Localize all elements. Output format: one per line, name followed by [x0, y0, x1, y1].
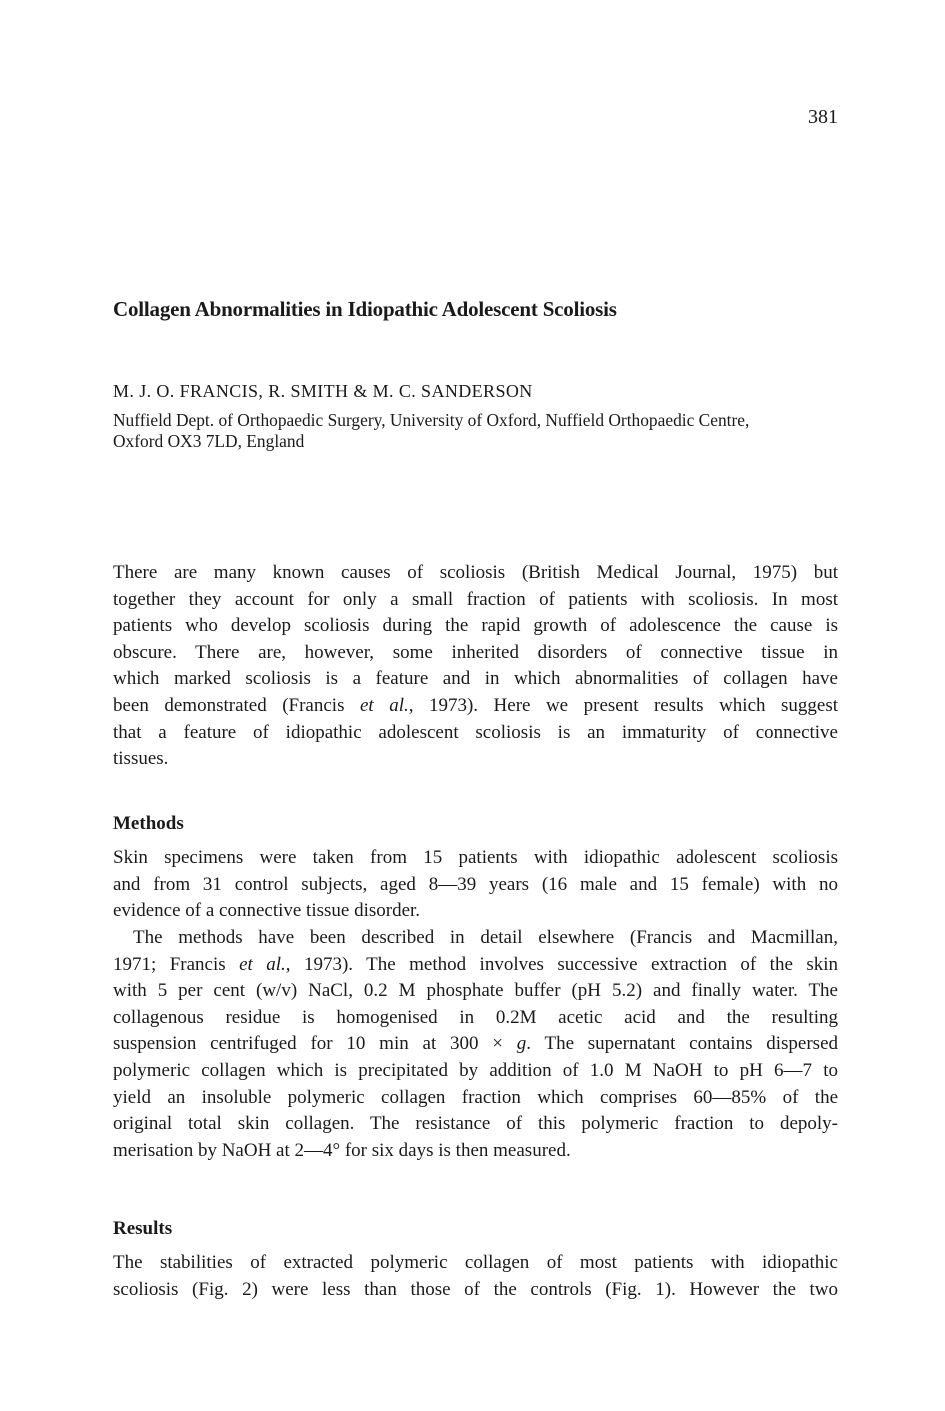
methods-paragraph-1 [113, 845, 838, 925]
text-line: The methods have been described in detail elsewhere (Francis and Macmillan, [133, 927, 838, 948]
affiliation [113, 410, 838, 452]
text-line: with 5 per cent (w/v) NaCl, 0.2 M phosphate buffer (pH 5.2) and finally water. The [113, 980, 838, 1002]
text-fragment: , 1973). The method involves successive extraction of the skin [285, 953, 838, 975]
results-paragraph [113, 1250, 838, 1303]
affiliation-line: Nuffield Dept. of Orthopaedic Surgery, University of Oxford, Nuffield Orthopaedic Centre, [113, 410, 750, 430]
text-line: obscure. There are, however, some inherited disorders of connective tissue in [113, 641, 838, 663]
text-fragment: 1971; Francis [113, 953, 240, 975]
text-line: patients who develop scoliosis during the rapid growth of adolescence the cause is [113, 615, 838, 637]
text-fragment: been demonstrated (Francis [113, 694, 360, 716]
text-line: original total skin collagen. The resistance of this polymeric fraction to depoly- [113, 1113, 838, 1135]
affiliation-line: Oxford OX3 7LD, England [113, 431, 305, 451]
methods-paragraph-2 [113, 925, 838, 1164]
text-line: tissues. [113, 748, 169, 770]
page-number: 381 [808, 106, 838, 128]
text-line: together they account for only a small fraction of patients with scoliosis. In most [113, 588, 838, 610]
text-line [113, 952, 838, 979]
text-line: polymeric collagen which is precipitated by addition of 1.0 M NaOH to pH 6—7 to [113, 1059, 838, 1081]
text-line: merisation by NaOH at 2—4° for six days is then measured. [113, 1139, 571, 1161]
methods-heading: Methods [113, 813, 184, 834]
italic-et-al: et al. [359, 694, 409, 716]
text-line: and from 31 control subjects, aged 8—39 years (16 male and 15 female) with no [113, 873, 838, 895]
text-line: that a feature of idiopathic adolescent scoliosis is an immaturity of connective [113, 721, 838, 743]
text-line: which marked scoliosis is a feature and in which abnormalities of collagen have [113, 668, 838, 690]
paper-title: Collagen Abnormalities in Idiopathic Adolescent Scoliosis [113, 297, 617, 321]
text-fragment: . The supernatant contains dispersed [526, 1033, 838, 1055]
italic-g: g [516, 1033, 527, 1055]
text-line: collagenous residue is homogenised in 0.2M acetic acid and the resulting [113, 1006, 838, 1028]
text-line: There are many known causes of scoliosis (British Medical Journal, 1975) but [113, 562, 838, 583]
results-heading: Results [113, 1218, 173, 1239]
text-fragment: , 1973). Here we present results which suggest [408, 694, 839, 716]
text-fragment: suspension centrifuged for 10 min at 300 × [113, 1033, 517, 1055]
authors: M. J. O. FRANCIS, R. SMITH & M. C. SANDERSON [113, 381, 533, 401]
text-line [113, 693, 838, 720]
italic-et-al: et al. [239, 953, 286, 975]
text-line: yield an insoluble polymeric collagen fraction which comprises 60—85% of the [113, 1086, 838, 1108]
intro-paragraph [113, 560, 838, 773]
text-line: The stabilities of extracted polymeric collagen of most patients with idiopathic [113, 1252, 838, 1273]
text-line [113, 1031, 838, 1058]
text-line: evidence of a connective tissue disorder. [113, 900, 421, 922]
text-line: scoliosis (Fig. 2) were less than those of the controls (Fig. 1). However the two [113, 1278, 838, 1300]
text-line: Skin specimens were taken from 15 patients with idiopathic adolescent scoliosis [113, 847, 838, 868]
